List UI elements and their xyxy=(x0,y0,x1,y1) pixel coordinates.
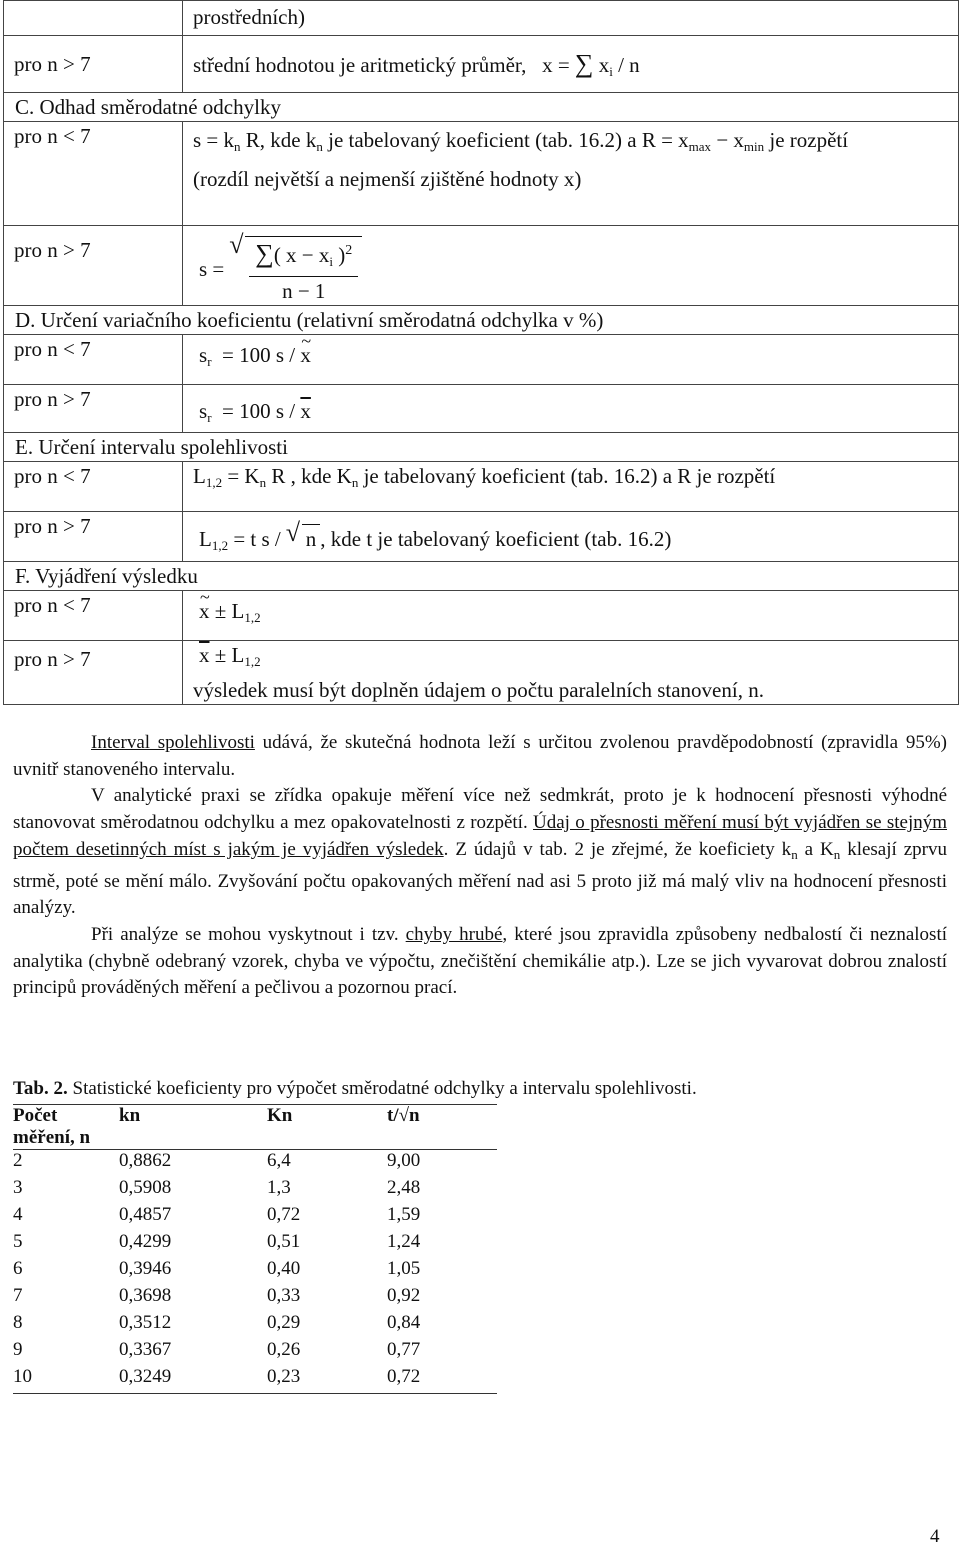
table-cell: 6 xyxy=(13,1258,23,1279)
table-cell: 0,33 xyxy=(267,1285,301,1306)
table-cell: 0,4299 xyxy=(119,1231,172,1252)
mean-text: střední hodnotou je aritmetický průměr, xyxy=(193,53,527,77)
cell-c-lt: $s = k_n$ R, kde $k_n$ je tabelovaný koeficient (tab. 16.2) a $R = x_{max} - x_{min}$ je rozpětí (rozdíl největší a nejmenší zjištěné hodnoty x) xyxy=(183,122,959,226)
mean-formula: x = ∑ $x_i$ / n xyxy=(531,49,640,79)
cond-e-lt: pro n < 7 xyxy=(4,462,183,512)
table-caption: Tab. 2. Statistické koeficienty pro výpočet směrodatné odchylky a intervalu spolehlivosti. xyxy=(13,1078,697,1099)
table-cell: 10 xyxy=(13,1366,119,1394)
table-row xyxy=(13,1177,497,1204)
cond-d-gt: pro n > 7 xyxy=(4,385,183,433)
paragraph-1: Interval spolehlivosti udává, že skutečná hodnota leží s určitou zvolenou pravděpodobností (zpravidla 95%) uvnitř stanoveného intervalu. xyxy=(13,732,947,780)
cond-d-lt: pro n < 7 xyxy=(4,335,183,385)
table-cell: 0,92 xyxy=(387,1285,421,1306)
header-pocet: Počet měření, n xyxy=(13,1105,119,1150)
table-row xyxy=(13,1285,497,1312)
page-number: 4 xyxy=(930,1526,940,1547)
cond-e-gt: pro n > 7 xyxy=(4,512,183,562)
f-note: výsledek musí být doplněn údajem o počtu paralelních stanovení, n. xyxy=(193,678,764,702)
table-cell: 0,4857 xyxy=(119,1204,172,1225)
table-row xyxy=(13,1204,497,1231)
table-cell: 1,59 xyxy=(387,1204,421,1225)
table-row xyxy=(13,1231,497,1258)
body-text xyxy=(13,730,947,1002)
table-row xyxy=(13,1339,497,1366)
header-t-sqrt-n: t/√n xyxy=(387,1105,497,1150)
table-cell: 0,29 xyxy=(267,1312,301,1333)
section-d-title: D. Určení variačního koeficientu (relativní směrodatná odchylka v %) xyxy=(4,306,959,335)
c-lt-line2: (rozdíl největší a nejmenší zjištěné hodnoty x) xyxy=(193,167,582,191)
cell-f-lt: ~ $x \pm L_{1,2}$ xyxy=(183,591,959,641)
table-cell: 5 xyxy=(13,1231,23,1252)
table-cell: 0,5908 xyxy=(119,1177,172,1198)
cell-d-gt: $s_r = 100$ s / $\overline{x}$ xyxy=(183,385,959,433)
table-cell: 3 xyxy=(13,1177,23,1198)
cond-c-gt: pro n > 7 xyxy=(4,226,183,306)
table-cell: 0,84 xyxy=(387,1312,421,1333)
table-cell: 0,8862 xyxy=(119,1150,172,1171)
table-cell: 0,72 xyxy=(267,1204,301,1225)
section-c-title: C. Odhad směrodatné odchylky xyxy=(4,93,959,122)
table-cell: 0,3512 xyxy=(119,1312,172,1333)
stat-table xyxy=(13,1104,497,1394)
table-row xyxy=(13,1150,497,1178)
cell-mean xyxy=(183,36,959,93)
cond-mean: pro n > 7 xyxy=(4,36,183,93)
table-cell: 4 xyxy=(13,1204,23,1225)
table-row xyxy=(13,1258,497,1285)
table-cell: 1,24 xyxy=(387,1231,421,1252)
table-cell: 0,3367 xyxy=(119,1339,172,1360)
cell-e-gt: $L_{1,2} = t$ s / √ n , kde t je tabelovaný koeficient (tab. 16.2) xyxy=(183,512,959,562)
table-cell: 0,26 xyxy=(267,1339,301,1360)
table-cell: 0,72 xyxy=(387,1366,497,1394)
table-cell: 9,00 xyxy=(387,1150,421,1171)
section-e-title: E. Určení intervalu spolehlivosti xyxy=(4,433,959,462)
table-cell: 2,48 xyxy=(387,1177,421,1198)
table-cell: 9 xyxy=(13,1339,23,1360)
cell-e-lt: $L_{1,2} = K_n$ R , kde $K_n$ je tabelovaný koeficient (tab. 16.2) a R je rozpětí xyxy=(183,462,959,512)
formula-table xyxy=(3,0,959,705)
cell-c-gt: s = √ $\frac{\sum( x - x_i )^2}{n - 1}$ xyxy=(183,226,959,306)
cond-f-gt: pro n > 7 xyxy=(4,641,183,705)
table-cell: 1,05 xyxy=(387,1258,421,1279)
table-cell: 7 xyxy=(13,1285,23,1306)
table-cell: 6,4 xyxy=(267,1150,291,1171)
table-cell: 0,77 xyxy=(387,1339,421,1360)
table-cell: 1,3 xyxy=(267,1177,291,1198)
table-cell: 0,3249 xyxy=(119,1366,267,1394)
cell-prostrednich: prostředních) xyxy=(183,1,959,36)
table-cell: 0,23 xyxy=(267,1366,387,1394)
cond-f-lt: pro n < 7 xyxy=(4,591,183,641)
header-Kn: Kn xyxy=(267,1105,387,1150)
table-cell: 0,3698 xyxy=(119,1285,172,1306)
table-cell: 0,3946 xyxy=(119,1258,172,1279)
cell-d-lt: $s_r = 100$ s / ~ x xyxy=(183,335,959,385)
section-f-title: F. Vyjádření výsledku xyxy=(4,562,959,591)
cell-empty xyxy=(4,1,183,36)
header-kn: kn xyxy=(119,1105,267,1150)
table-cell: 8 xyxy=(13,1312,23,1333)
table-row xyxy=(13,1312,497,1339)
table-row xyxy=(13,1366,497,1394)
cell-f-gt: $\overline{x} \pm L_{1,2}$ výsledek musí být doplněn údajem o počtu paralelních stanovení, n. xyxy=(183,641,959,705)
cond-c-lt: pro n < 7 xyxy=(4,122,183,226)
table-cell: 0,51 xyxy=(267,1231,301,1252)
paragraph-3: Při analýze se mohou vyskytnout i tzv. chyby hrubé, které jsou zpravidla způsobeny nedbalostí či neznalostí analytika (chybně odebraný vzorek, chyba ve výpočtu, znečištění chemikálie atp.). Lze se jich vyvarovat dobrou znalostí principů prováděných měření a pečlivou a pozornou prací. xyxy=(13,923,948,999)
table-cell: 0,40 xyxy=(267,1258,301,1279)
table-cell: 2 xyxy=(13,1150,23,1171)
stat-table-body xyxy=(13,1150,497,1394)
paragraph-2: V analytické praxi se zřídka opakuje měření více než sedmkrát, proto je k hodnocení přesnosti výhodné stanovovat směrodatnou odchylku a mez opakovatelnosti z rozpětí. Údaj o přesnosti měření musí být vyjádřen se stejným počtem desetinných míst s jakým je vyjádřen výsledek. Z údajů v tab. 2 je zřejmé, že koeficiety $k_n$ a $K_n$ klesají zprvu strmě, poté se mění málo. Zvyšování počtu opakovaných měření nad asi 5 proto již má malý vliv na hodnocení přesnosti analýzy. xyxy=(13,785,948,919)
